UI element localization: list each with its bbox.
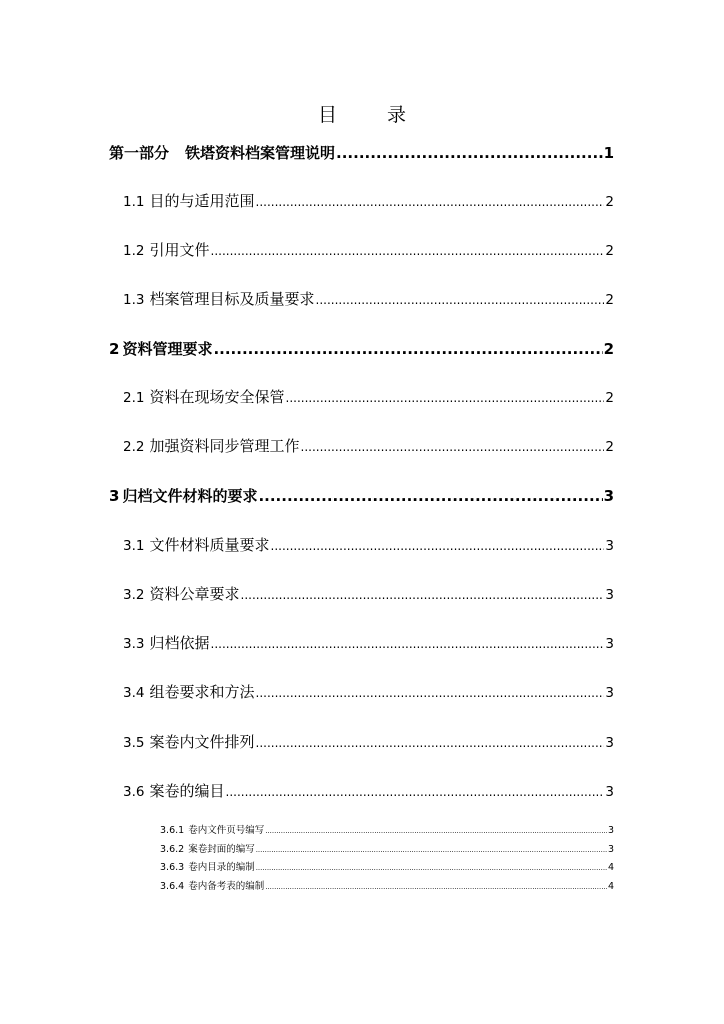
toc-entry-title: 案卷内文件排列: [149, 733, 255, 751]
toc-entry-title: 卷内备考表的编制: [188, 881, 265, 892]
toc-entry-title: 案卷的编目: [149, 782, 225, 800]
toc-entry-3-6-3[interactable]: [160, 859, 614, 873]
toc-leader-dots: [211, 244, 605, 258]
toc-entry-2-2[interactable]: [123, 435, 614, 456]
toc-entry-page: 2: [605, 194, 614, 210]
toc-entry-title: 资料公章要求: [149, 585, 240, 603]
toc-entry-page: 3: [605, 735, 614, 751]
toc-entry-3-1[interactable]: [123, 534, 614, 555]
toc-leader-dots: [286, 391, 605, 405]
toc-entry-page: 3: [605, 636, 614, 652]
toc-entry-page: 3: [605, 538, 614, 554]
toc-leader-dots: [256, 686, 605, 700]
toc-entry-3-6-1[interactable]: [160, 822, 614, 836]
toc-leader-dots: [265, 827, 607, 835]
toc-entry-part-1[interactable]: [109, 142, 614, 163]
toc-entry-number: 2.1: [123, 390, 145, 406]
toc-entry-page: 3: [605, 685, 614, 701]
toc-entry-title: 案卷封面的编写: [188, 844, 255, 855]
toc-entry-3-6[interactable]: [123, 780, 614, 801]
toc-leader-dots: [256, 864, 607, 872]
toc-entry-title: 档案管理目标及质量要求: [149, 290, 315, 308]
toc-leader-dots: [211, 637, 605, 651]
toc-entry-number: 3: [109, 487, 120, 505]
toc-entry-number: 3.6.3: [160, 862, 185, 873]
toc-entry-title: 归档依据: [149, 634, 210, 652]
toc-entry-page: 2: [603, 340, 614, 358]
toc-entry-number: 1.3: [123, 292, 145, 308]
toc-leader-dots: [265, 883, 607, 891]
toc-entry-3-2[interactable]: [123, 583, 614, 604]
toc-entry-number: 3.3: [123, 636, 145, 652]
toc-entry-3-5[interactable]: [123, 731, 614, 752]
toc-entry-number: 第一部分: [109, 144, 170, 162]
toc-entry-title: 文件材料质量要求: [149, 536, 270, 554]
toc-entry-title: 铁塔资料档案管理说明: [185, 144, 336, 162]
toc-entry-number: 3.6.4: [160, 881, 185, 892]
toc-entry-3-6-2[interactable]: [160, 841, 614, 855]
toc-entry-3[interactable]: [109, 485, 614, 506]
toc-entry-2-1[interactable]: [123, 386, 614, 407]
toc-entry-number: 3.2: [123, 587, 145, 603]
toc-entry-title: 卷内目录的编制: [188, 862, 255, 873]
toc-leader-dots: [256, 846, 607, 854]
toc-entry-number: 2.2: [123, 439, 145, 455]
toc-entry-number: 3.4: [123, 685, 145, 701]
toc-entry-page: 3: [607, 825, 614, 836]
toc-entry-page: 3: [607, 844, 614, 855]
toc-entry-title: 组卷要求和方法: [149, 683, 255, 701]
toc-entry-page: 3: [603, 487, 614, 505]
toc-entry-number: 2: [109, 340, 120, 358]
toc-entry-title: 目的与适用范围: [149, 192, 255, 210]
toc-entry-3-6-4[interactable]: [160, 878, 614, 892]
toc-entry-1-1[interactable]: [123, 190, 614, 211]
toc-entry-number: 3.6: [123, 784, 145, 800]
toc-entry-page: 2: [605, 439, 614, 455]
toc-entry-number: 3.1: [123, 538, 145, 554]
toc-leader-dots: [316, 293, 605, 307]
toc-entry-2[interactable]: [109, 338, 614, 359]
toc-entry-3-4[interactable]: [123, 681, 614, 702]
toc-entry-title: 加强资料同步管理工作: [149, 437, 300, 455]
toc-entry-number: 3.6.2: [160, 844, 185, 855]
toc-title: 目 录: [317, 104, 429, 126]
toc-entry-1-3[interactable]: [123, 288, 614, 309]
toc-entry-page: 2: [605, 292, 614, 308]
toc-leader-dots: [256, 195, 605, 209]
toc-entry-title: 引用文件: [149, 241, 210, 259]
toc-entry-number: 3.6.1: [160, 825, 185, 836]
toc-entry-1-2[interactable]: [123, 239, 614, 260]
toc-entry-number: 3.5: [123, 735, 145, 751]
toc-entry-page: 2: [605, 390, 614, 406]
toc-entry-page: 3: [605, 784, 614, 800]
toc-leader-dots: [213, 340, 602, 358]
toc-entry-number: 1.1: [123, 194, 145, 210]
toc-entry-title: 资料管理要求: [122, 340, 213, 358]
toc-entry-title: 卷内文件页号编写: [188, 825, 265, 836]
toc-entry-title: 资料在现场安全保管: [149, 388, 285, 406]
toc-entry-page: 4: [607, 881, 614, 892]
toc-leader-dots: [301, 440, 605, 454]
toc-leader-dots: [256, 736, 605, 750]
toc-entry-page: 2: [605, 243, 614, 259]
toc-entry-number: 1.2: [123, 243, 145, 259]
toc-entry-page: 3: [605, 587, 614, 603]
toc-leader-dots: [336, 144, 603, 162]
toc-leader-dots: [226, 785, 605, 799]
toc-leader-dots: [241, 588, 605, 602]
toc-entry-title: 归档文件材料的要求: [122, 487, 258, 505]
toc-leader-dots: [271, 539, 605, 553]
toc-leader-dots: [258, 487, 602, 505]
toc-entry-page: 4: [607, 862, 614, 873]
toc-entry-3-3[interactable]: [123, 632, 614, 653]
toc-entry-page: 1: [603, 144, 614, 162]
